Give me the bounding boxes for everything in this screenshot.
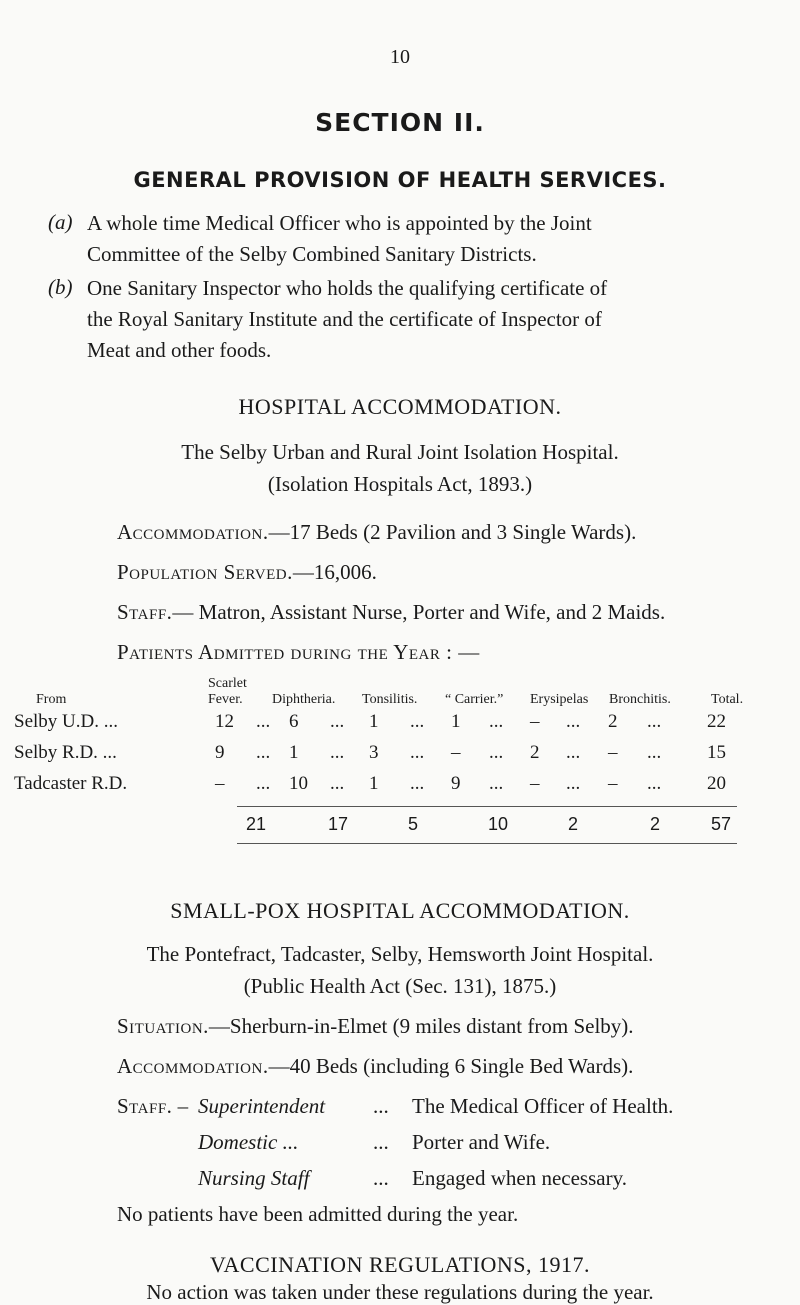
item-a-text <box>87 208 592 270</box>
leader-dots: ... <box>489 773 504 794</box>
cell-diphtheria: 1 <box>289 742 299 763</box>
header-carrier: “ Carrier.” <box>445 692 504 707</box>
hospital-subtitle: The Selby Urban and Rural Joint Isolation Hospital. <box>181 440 619 464</box>
smallpox-staff-label: Staff. <box>117 1094 173 1118</box>
hospital-staff <box>117 600 665 625</box>
leader-dots: ... <box>647 711 662 732</box>
cell-erysipelas: – <box>530 773 540 794</box>
leader-dots: ... <box>566 711 581 732</box>
vaccination-text: No action was taken under these regulations during the year. <box>146 1280 654 1304</box>
item-b-line-2: the Royal Sanitary Institute and the certificate of Inspector of <box>87 307 602 331</box>
cell-bronchitis: – <box>608 742 618 763</box>
total-diphtheria: 17 <box>328 814 349 834</box>
situation-value: —Sherburn-in-Elmet (9 miles distant from Selby). <box>208 1014 634 1038</box>
cell-total: 20 <box>707 773 726 794</box>
cell-carrier: 9 <box>451 773 461 794</box>
leader-dots: ... <box>410 711 425 732</box>
table-row <box>0 773 800 797</box>
vaccination-heading: VACCINATION REGULATIONS, 1917. <box>209 1252 591 1277</box>
header-bronchitis: Bronchitis. <box>609 692 671 707</box>
hospital-population <box>117 560 377 585</box>
smallpox-subtitle: The Pontefract, Tadcaster, Selby, Hemsworth Joint Hospital. <box>146 942 654 966</box>
staff-value: — Matron, Assistant Nurse, Porter and Wife, and 2 Maids. <box>172 600 666 624</box>
item-b-text <box>87 273 607 366</box>
total-erysipelas: 2 <box>568 814 579 834</box>
staff-value-domestic: Porter and Wife. <box>412 1130 551 1154</box>
staff-role-superintendent: Superintendent <box>198 1094 326 1118</box>
smallpox-accommodation-value: —40 Beds (including 6 Single Bed Wards). <box>268 1054 634 1078</box>
leader-dots: ... <box>489 742 504 763</box>
item-a-line-2: Committee of the Selby Combined Sanitary Districts. <box>87 242 537 266</box>
cell-scarlet: – <box>215 773 225 794</box>
accommodation-value: —17 Beds (2 Pavilion and 3 Single Wards). <box>268 520 637 544</box>
cell-tonsilitis: 1 <box>369 711 379 732</box>
page-number: 10 <box>390 46 410 68</box>
leader-dots: ... <box>566 773 581 794</box>
item-b-line-1: One Sanitary Inspector who holds the qualifying certificate of <box>87 276 608 300</box>
smallpox-accommodation <box>117 1054 633 1079</box>
leader-dots: ... <box>647 742 662 763</box>
leader-dots: ... <box>330 742 345 763</box>
situation-label: Situation. <box>117 1014 209 1038</box>
smallpox-heading: SMALL-POX HOSPITAL ACCOMMODATION. <box>170 898 630 923</box>
staff-role-nursing: Nursing Staff <box>198 1166 310 1190</box>
cell-diphtheria: 6 <box>289 711 299 732</box>
staff-dots: ... <box>373 1130 389 1154</box>
staff-value-nursing: Engaged when necessary. <box>412 1166 627 1190</box>
hospital-act: (Isolation Hospitals Act, 1893.) <box>267 472 533 496</box>
total-carrier: 10 <box>488 814 509 834</box>
general-provision-title: GENERAL PROVISION OF HEALTH SERVICES. <box>133 168 667 192</box>
row-name: Selby U.D. ... <box>14 711 118 732</box>
header-tonsilitis: Tonsilitis. <box>362 692 418 707</box>
staff-label: Staff. <box>117 600 173 624</box>
cell-scarlet: 12 <box>215 711 234 732</box>
population-value: —16,006. <box>292 560 377 584</box>
row-name: Selby R.D. ... <box>14 742 117 763</box>
hospital-accommodation <box>117 520 636 545</box>
leader-dots: ... <box>489 711 504 732</box>
header-scarlet-top: Scarlet <box>208 676 247 691</box>
leader-dots: ... <box>330 773 345 794</box>
leader-dots: ... <box>410 773 425 794</box>
table-row <box>0 742 800 766</box>
smallpox-staff-dash: – <box>172 1094 189 1118</box>
accommodation-label: Accommodation. <box>117 520 269 544</box>
totals-rule-bottom <box>237 843 737 844</box>
item-a-line-1: A whole time Medical Officer who is appointed by the Joint <box>87 211 592 235</box>
population-label: Population Served. <box>117 560 293 584</box>
cell-tonsilitis: 3 <box>369 742 379 763</box>
smallpox-staff-label-line <box>117 1094 188 1119</box>
leader-dots: ... <box>256 773 271 794</box>
staff-dots: ... <box>373 1166 389 1190</box>
leader-dots: ... <box>647 773 662 794</box>
row-name: Tadcaster R.D. <box>14 773 128 794</box>
header-from: From <box>36 692 67 707</box>
cell-total: 15 <box>707 742 726 763</box>
smallpox-note: No patients have been admitted during the year. <box>117 1202 519 1226</box>
table-row <box>0 711 800 735</box>
item-b-line-3: Meat and other foods. <box>87 338 272 362</box>
total-scarlet: 21 <box>246 814 267 834</box>
cell-erysipelas: 2 <box>530 742 540 763</box>
staff-dots: ... <box>373 1094 389 1118</box>
item-a-marker: (a) <box>48 210 73 234</box>
leader-dots: ... <box>330 711 345 732</box>
hospital-heading: HOSPITAL ACCOMMODATION. <box>238 394 562 419</box>
staff-role-domestic: Domestic ... <box>198 1130 299 1154</box>
cell-total: 22 <box>707 711 726 732</box>
header-scarlet-fever: Fever. <box>208 692 243 707</box>
leader-dots: ... <box>410 742 425 763</box>
cell-bronchitis: 2 <box>608 711 618 732</box>
cell-scarlet: 9 <box>215 742 225 763</box>
totals-rule-top <box>237 806 737 807</box>
total-bronchitis: 2 <box>650 814 661 834</box>
smallpox-act: (Public Health Act (Sec. 131), 1875.) <box>243 974 557 998</box>
leader-dots: ... <box>256 742 271 763</box>
header-erysipelas: Erysipelas <box>530 692 589 707</box>
totals-row <box>0 814 800 838</box>
item-b-marker: (b) <box>48 275 73 299</box>
leader-dots: ... <box>566 742 581 763</box>
staff-value-superintendent: The Medical Officer of Health. <box>412 1094 674 1118</box>
cell-tonsilitis: 1 <box>369 773 379 794</box>
cell-erysipelas: – <box>530 711 540 732</box>
smallpox-accommodation-label: Accommodation. <box>117 1054 269 1078</box>
cell-diphtheria: 10 <box>289 773 308 794</box>
cell-carrier: 1 <box>451 711 461 732</box>
header-diphtheria: Diphtheria. <box>272 692 336 707</box>
section-title: SECTION II. <box>315 108 485 137</box>
patients-admitted-label: Patients Admitted during the Year : — <box>117 640 480 664</box>
leader-dots: ... <box>256 711 271 732</box>
cell-bronchitis: – <box>608 773 618 794</box>
smallpox-situation <box>117 1014 634 1039</box>
header-total: Total. <box>711 692 744 707</box>
total-grand: 57 <box>711 814 732 834</box>
cell-carrier: – <box>451 742 461 763</box>
total-tonsilitis: 5 <box>408 814 419 834</box>
